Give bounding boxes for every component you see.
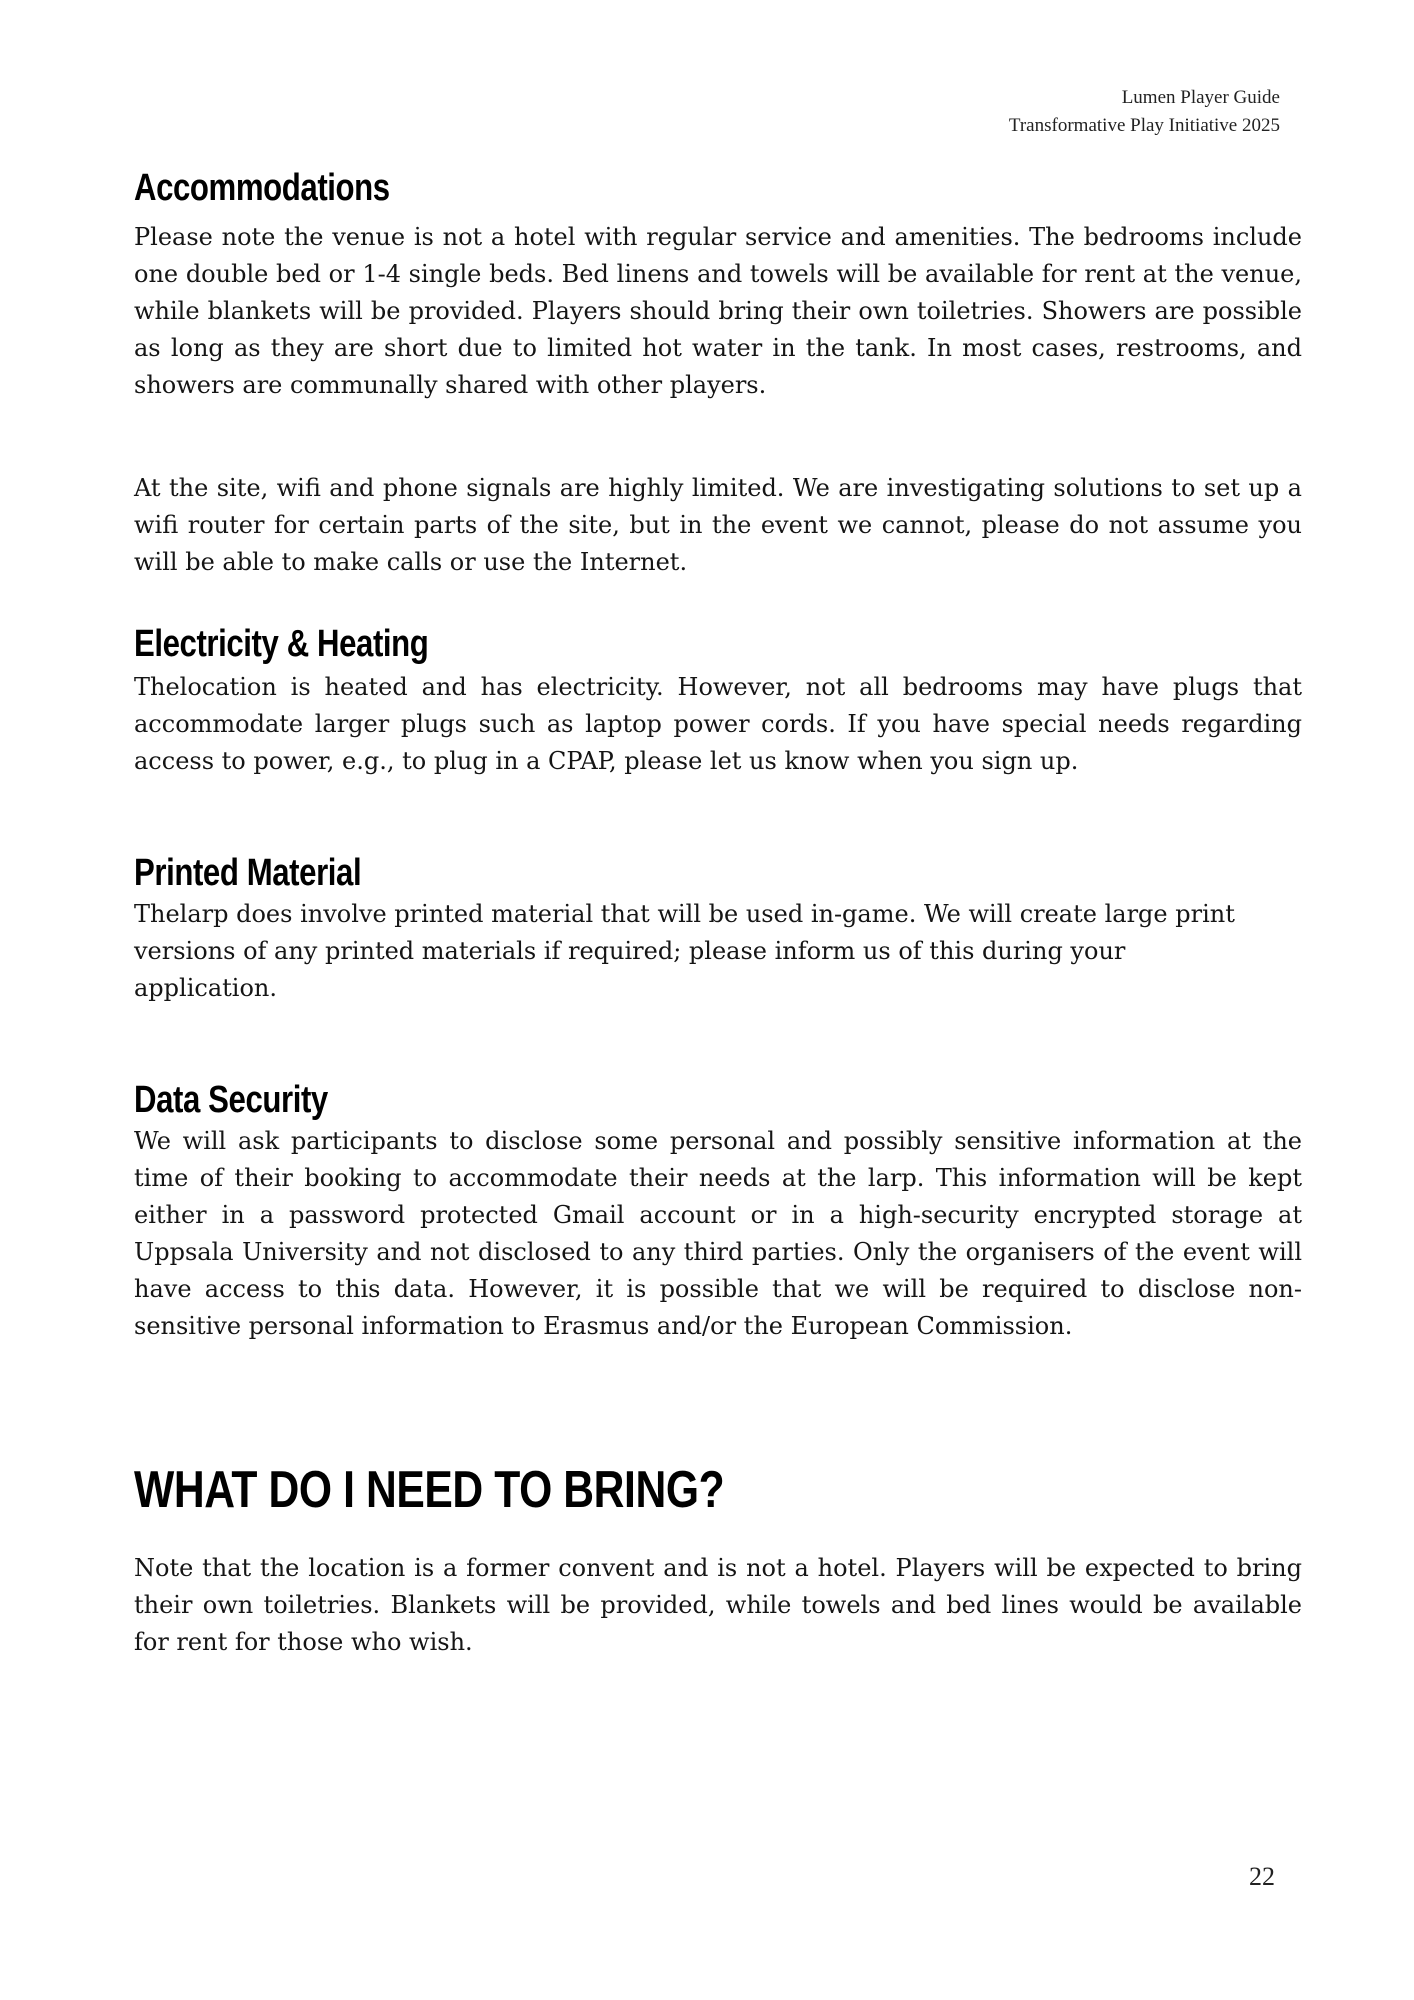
data-security-paragraph: We will ask participants to disclose some personal and possibly sensitive information at the time of their booking to accommodate their needs at the larp. This information will be kept either in a password protected Gmail account or in a high-security encrypted storage at Uppsala University and not disclosed to any third parties. Only the organisers of the event will have access to this data. However, it is possible that we will be required to disclose non-sensitive personal information to Erasmus and/or the European Commission. [134,1127,1302,1340]
what-to-bring-paragraph: Note that the location is a former convent and is not a hotel. Players will be expected to bring their own toiletries. Blankets will be provided, while towels and bed lines would be available for rent for those who wish. [134,1554,1302,1656]
electricity-paragraph: Thelocation is heated and has electricity. However, not all bedrooms may have plugs that accommodate larger plugs such as laptop power cords. If you have special needs regarding access to power, e.g., to plug in a CPAP, please let us know when you sign up. [134,673,1302,775]
page-content [134,165,1302,1661]
page-number: 22 [1249,1862,1275,1891]
accommodations-paragraph-wifi: At the site, wifi and phone signals are highly limited. We are investigating solutions to set up a wifi router for certain parts of the site, but in the event we cannot, please do not assume you will be able to make calls or use the Internet. [134,474,1302,576]
header-guide-title: Lumen Player Guide [1121,87,1280,108]
section-data-security [134,1077,1302,1345]
printed-material-heading: Printed Material [134,852,362,894]
electricity-heading: Electricity & Heating [134,623,429,665]
header-initiative: Transformative Play Initiative 2025 [1008,115,1280,136]
accommodations-paragraph-venue: Please note the venue is not a hotel with regular service and amenities. The bedrooms include one double bed or 1-4 single beds. Bed linens and towels will be available for rent at the venue, while blankets will be provided. Players should bring their own toiletries. Showers are possible as long as they are short due to limited hot water in the tank. In most cases, restrooms, and showers are communally shared with other players. [134,223,1302,399]
section-what-to-bring [134,1460,1302,1661]
section-printed-material [134,850,1302,1007]
data-security-heading: Data Security [134,1079,328,1121]
printed-material-paragraph: Thelarp does involve printed material that will be used in-game. We will create large print versions of any printed materials if required; please inform us of this during your application. [134,900,1235,1002]
accommodations-heading: Accommodations [134,167,390,209]
section-electricity [134,621,1302,780]
section-accommodations [134,165,1302,581]
what-to-bring-heading: WHAT DO I NEED TO BRING? [134,1461,725,1519]
running-header [1009,84,1280,140]
